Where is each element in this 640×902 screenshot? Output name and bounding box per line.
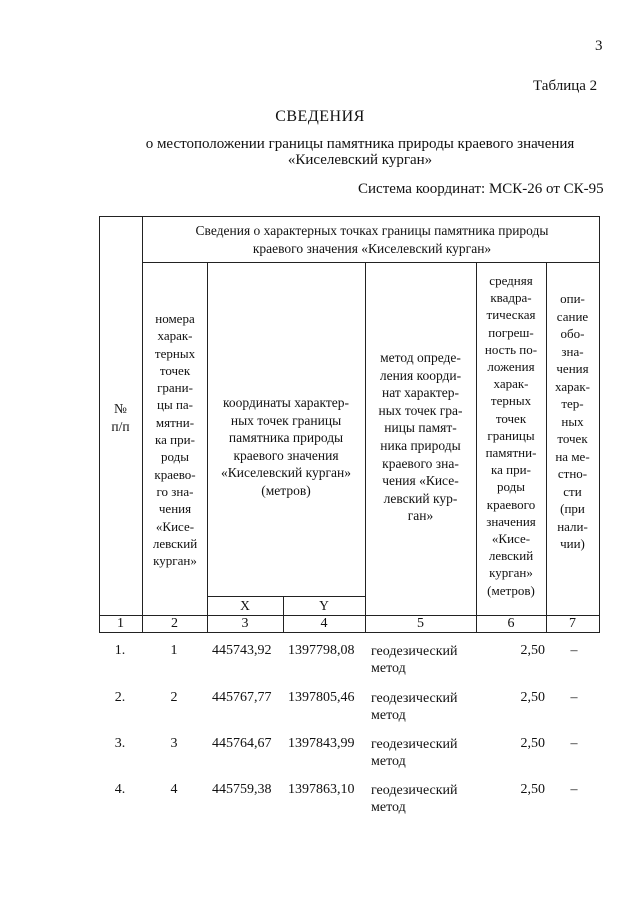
page-number: 3 — [595, 38, 603, 54]
coordinate-system: Система координат: МСК-26 от СК-95 — [358, 181, 604, 197]
header-col7: опи- сание обо- зна- чения харак- тер- ных точек на ме- стно- сти (при нали- чии) — [554, 291, 590, 551]
header-col3-x: X — [240, 598, 250, 613]
row-coord-x: 445743,92 — [212, 643, 272, 658]
row-method: геодезический метод — [371, 737, 458, 769]
header-col2: номера харак- терных точек грани- цы па- мятни- ка при- роды краево- го зна- чения «Кисе- левский курган» — [152, 311, 198, 569]
row-description: – — [570, 690, 578, 705]
row-method: геодезический метод — [371, 783, 458, 815]
subtitle-line-1: о местоположении границы памятника природы краевого значения — [145, 136, 575, 152]
col-number-2: 2 — [171, 616, 178, 631]
row-coord-x: 445764,67 — [212, 736, 272, 751]
row-index: 2. — [114, 690, 126, 705]
table-row — [0, 736, 640, 772]
row-method: геодезический метод — [371, 644, 458, 676]
header-col34: координаты характер- ных точек границы памятника природы краевого значения «Киселевский курган» (метров) — [221, 395, 351, 498]
col-number-1: 1 — [117, 616, 124, 631]
table-row — [0, 643, 640, 679]
row-description: – — [570, 736, 578, 751]
header-bottom-border — [99, 632, 600, 633]
row-coord-y: 1397798,08 — [288, 643, 355, 658]
header-col6: средняя квадра- тическая погреш- ность по- ложения харак- терных точек границы памятни- ка при- роды краевого значения «Кисе- левский курган» (метров) — [484, 273, 538, 598]
col-number-6: 6 — [507, 616, 515, 631]
header-col1: № п/п — [111, 401, 130, 434]
table-row — [0, 690, 640, 726]
row-index: 1. — [114, 643, 126, 658]
col-number-3: 3 — [241, 616, 249, 631]
row-coord-x: 445767,77 — [212, 690, 272, 705]
col-number-4: 4 — [320, 616, 328, 631]
row-description: – — [570, 643, 578, 658]
document-subtitle — [140, 136, 580, 168]
row-coord-x: 445759,38 — [212, 782, 272, 797]
col-number-7: 7 — [569, 616, 576, 631]
subtitle-line-2: «Киселевский курган» — [287, 152, 433, 168]
header-col4-y: Y — [319, 598, 329, 613]
table-label: Таблица 2 — [533, 78, 598, 94]
row-error: 2,50 — [520, 736, 545, 751]
group-header-divider — [142, 262, 599, 263]
row-error: 2,50 — [520, 690, 545, 705]
table-header — [99, 216, 600, 633]
table-row — [0, 782, 640, 818]
row-error: 2,50 — [520, 782, 545, 797]
row-point-number: 1 — [170, 643, 178, 658]
row-index: 4. — [114, 782, 126, 797]
row-method: геодезический метод — [371, 691, 458, 723]
row-coord-y: 1397863,10 — [288, 782, 355, 797]
row-point-number: 4 — [170, 782, 178, 797]
row-index: 3. — [114, 736, 126, 751]
col-number-5: 5 — [417, 616, 424, 631]
row-description: – — [570, 782, 578, 797]
row-point-number: 2 — [170, 690, 178, 705]
header-right-border — [599, 216, 600, 633]
row-point-number: 3 — [170, 736, 178, 751]
row-error: 2,50 — [520, 643, 545, 658]
header-col5: метод опреде- ления коорди- нат характер- ных точек гра- ницы памят- ника природы краевого зна- чения «Кисе- левский кур- ган» — [378, 350, 463, 524]
document-title: СВЕДЕНИЯ — [275, 108, 365, 125]
header-group: Сведения о характерных точках границы памятника природы краевого значения «Киселевский курган» — [195, 223, 549, 256]
header-top-border — [99, 216, 600, 217]
row-coord-y: 1397805,46 — [288, 690, 355, 705]
row-coord-y: 1397843,99 — [288, 736, 355, 751]
